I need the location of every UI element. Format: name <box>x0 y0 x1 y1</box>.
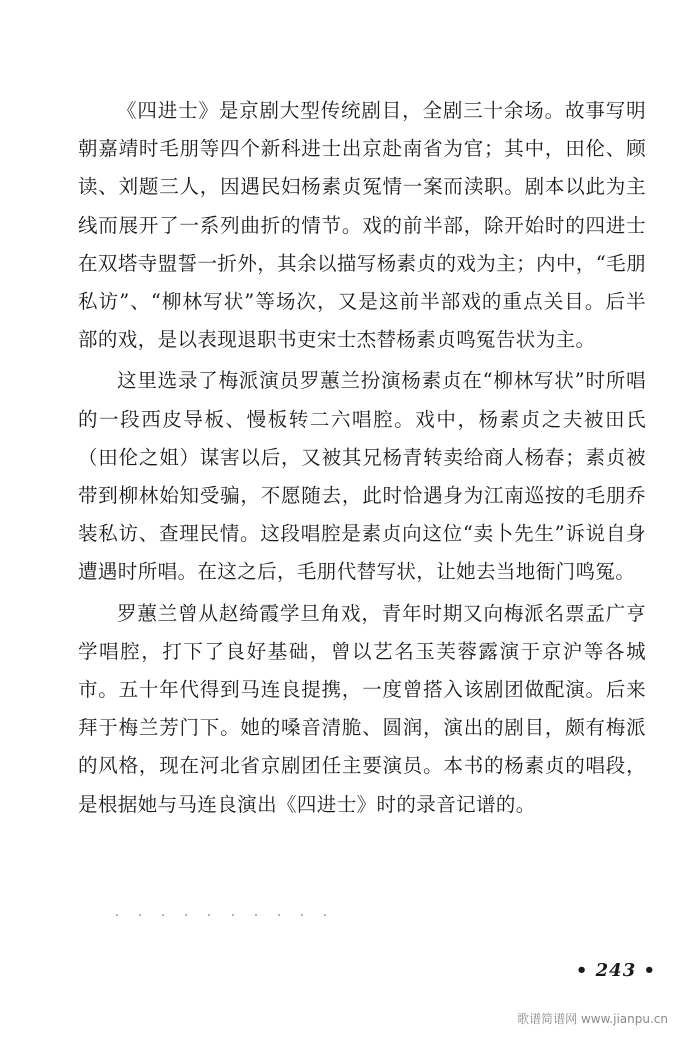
watermark: 歌谱简谱网 www.jianpu.cn <box>517 1012 668 1026</box>
paragraph-selection: 这里选录了梅派演员罗蕙兰扮演杨素贞在“柳林写状”时所唱的一段西皮导板、慢板转二六唱腔。戏中，杨素贞之夫被田氏（田伦之姐）谋害以后，又被其兄杨青转卖给商人杨春；素贞被带到柳林始知受骗，不愿随去，此时恰遇身为江南巡按的毛朋乔装私访、查理民情。这段唱腔是素贞向这位“卖卜先生”诉说自身遭遇时所唱。在这之后，毛朋代替写状，让她去当地衙门鸣冤。 <box>78 369 646 584</box>
paragraph-performer: 罗蕙兰曾从赵绮霞学旦角戏，青年时期又向梅派名票孟广亨学唱腔，打下了良好基础，曾以艺名玉芙蓉露演于京沪等各城市。五十年代得到马连良提携，一度曾搭入该剧团做配演。后来拜于梅兰芳门下。她的嗓音清脆、圆润，演出的剧目，颇有梅派的风格，现在河北省京剧团任主要演员。本书的杨素贞的唱段，是根据她与马连良演出《四进士》时的录音记谱的。 <box>78 601 646 816</box>
dotted-divider <box>116 914 326 918</box>
paragraph-intro: 《四进士》是京剧大型传统剧目，全剧三十余场。故事写明朝嘉靖时毛朋等四个新科进士出京赴南省为官；其中，田伦、顾读、刘题三人，因遇民妇杨素贞冤情一案而渎职。剧本以此为主线而展开了一系列曲折的情节。戏的前半部，除开始时的四进士在双塔寺盟誓一折外，其余以描写杨素贞的戏为主；内中，“毛朋私访”、“柳林写状”等场次，又是这前半部戏的重点关目。后半部的戏，是以表现退职书吏宋士杰替杨素贞鸣冤告状为主。 <box>78 99 646 352</box>
page-number: • 243 • <box>575 960 656 981</box>
body-text <box>78 92 646 824</box>
